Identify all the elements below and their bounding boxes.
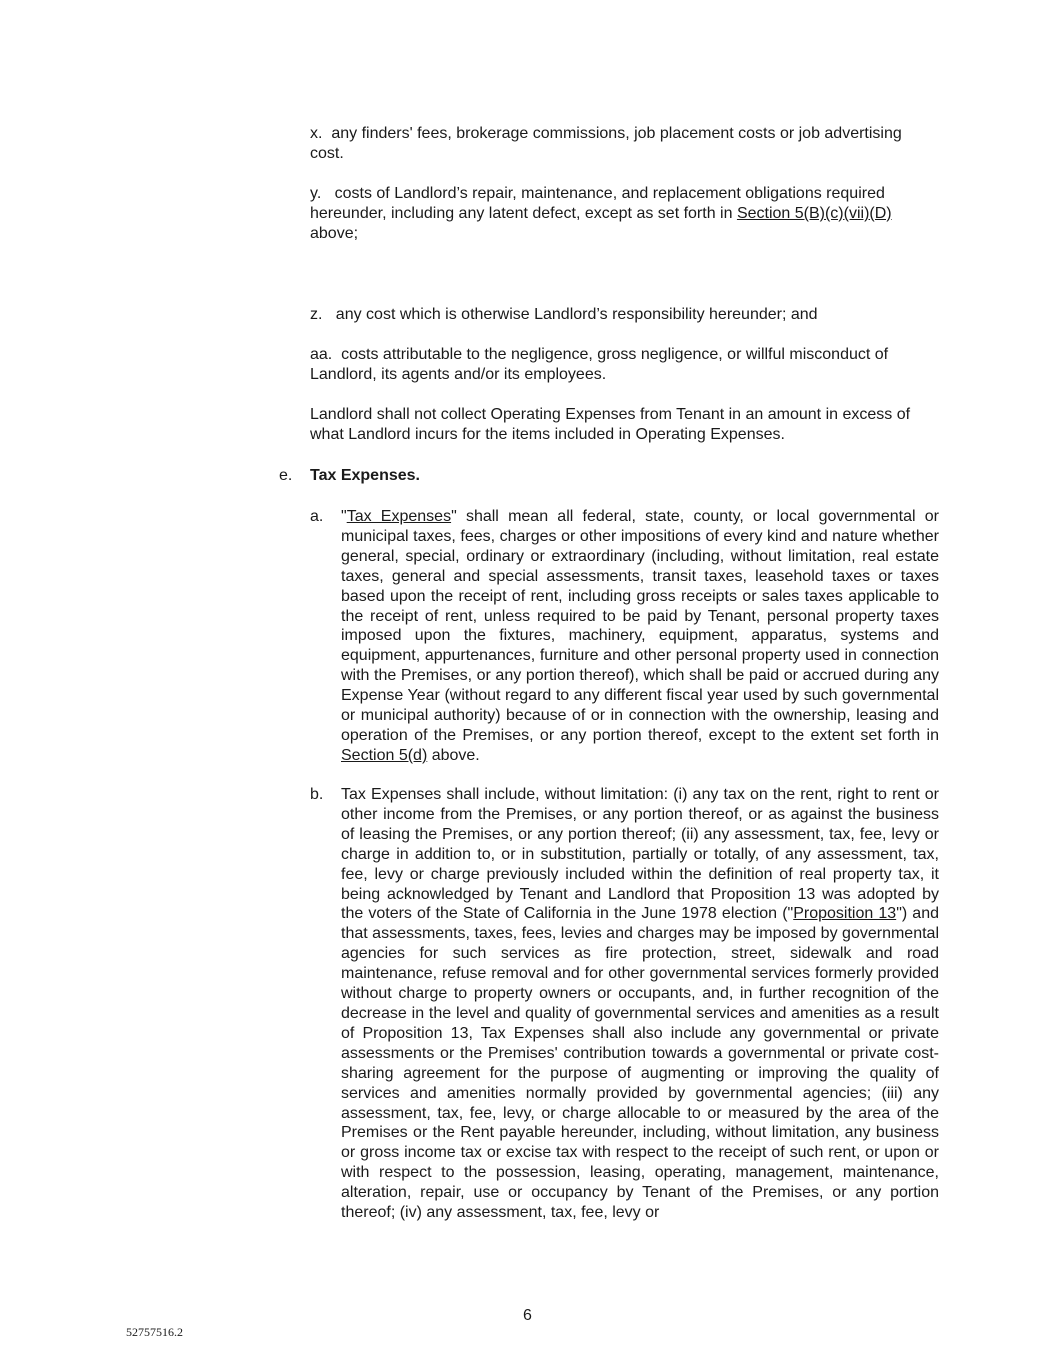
item-z-label: z. <box>310 306 323 323</box>
item-z <box>310 305 939 325</box>
item-y-text: costs of Landlord’s repair, maintenance, and replacement obligations required hereunder, including any latent defect, except as set forth in <box>310 185 885 222</box>
sub-a-label: a. <box>310 508 324 525</box>
item-x-label: x. <box>310 125 323 142</box>
document-id: 52757516.2 <box>126 1325 183 1339</box>
section-reference-link: Section 5(B)(c)(vii)(D) <box>736 204 892 222</box>
sub-b-paragraph <box>341 785 939 1223</box>
defined-term-proposition-13: Proposition 13 <box>793 905 897 923</box>
section-5d-link: Section 5(d) <box>341 746 428 764</box>
item-y-label: y. <box>310 185 322 202</box>
item-y-text-after: above; <box>310 224 359 242</box>
item-aa <box>310 345 939 385</box>
sub-a-text-after: above. <box>427 746 480 764</box>
sub-a-text: " shall mean all federal, state, county, or local governmental or municipal taxes, fees, charges or other impositions of every kind and nature whether general, special, ordinary or extraordinary (including, without limitation, real estate taxes, general and special assessments, transit taxes, leasehold taxes or taxes based upon the receipt of rent, including gross receipts or sales taxes applicable to the receipt of rent, unless required to be paid by Tenant, personal property taxes imposed upon the fixtures, machinery, equipment, apparatus, systems and equipment, appurtenances, furniture and other personal property used in connection with the Premises, or any portion thereof), which shall be paid or accrued during any Expense Year (without regard to any different fiscal year used by such governmental or municipal authority) because of or in connection with the ownership, leasing and operation of the Premises, or any portion thereof, except to the extent set forth in <box>341 508 939 744</box>
defined-term-tax-expenses: Tax Expenses <box>346 508 452 525</box>
sub-a-paragraph <box>341 507 939 766</box>
sub-b-text-after: ") and that assessments, taxes, fees, levies and charges may be imposed by governmental agencies for such services as fire protection, street, sidewalk and road maintenance, refuse removal and for other governmental services formerly provided without charge to property owners or occupants, and, in further recognition of the decrease in the level and quality of governmental services and amenities as a result of Proposition 13, Tax Expenses shall also include any governmental or private assessments or the Premises' contribution towards a governmental or private cost-sharing agreement for the purpose of augmenting or improving the quality of services and amenities normally provided by governmental agencies; (iii) any assessment, tax, fee, levy, or charge allocable to or measured by the area of the Premises or the Rent payable hereunder, including, without limitation, any business or gross income tax or excise tax with respect to the receipt of such rent, or upon or with respect to the possession, leasing, operating, management, maintenance, alteration, repair, use or occupancy by Tenant of the Premises, or any portion thereof; (iv) any assessment, tax, fee, levy or <box>341 905 940 1222</box>
section-e-heading: Tax Expenses. <box>310 467 420 484</box>
item-x <box>310 124 939 164</box>
item-y <box>310 184 939 244</box>
sub-b-text: Tax Expenses shall include, without limitation: (i) any tax on the rent, right to rent or other income from the Premises, or any portion thereof, or as against the business of leasing the Premises, or any portion thereof; (ii) any assessment, tax, fee, levy or charge in addition to, or in substitution, partially or totally, of any assessment, tax, fee, levy or charge previously included within the definition of real property tax, it being acknowledged by Tenant and Landlord that Proposition 13 was adopted by the voters of the State of California in the June 1978 election (" <box>341 786 939 923</box>
sub-b-label: b. <box>310 786 324 803</box>
item-aa-label: aa. <box>310 346 333 363</box>
sub-a-open-quote: " <box>341 508 347 525</box>
closing-paragraph: Landlord shall not collect Operating Expenses from Tenant in an amount in excess of what Landlord incurs for the items included in Operating Expenses. <box>310 406 911 443</box>
page-number: 6 <box>523 1307 532 1324</box>
section-e-label: e. <box>279 467 293 484</box>
item-z-text: any cost which is otherwise Landlord’s responsibility hereunder; and <box>335 306 818 323</box>
item-x-text: any finders' fees, brokerage commissions, job placement costs or job advertising cost. <box>310 125 902 162</box>
item-aa-text: costs attributable to the negligence, gross negligence, or willful misconduct of Landlord, its agents and/or its employees. <box>310 346 889 383</box>
